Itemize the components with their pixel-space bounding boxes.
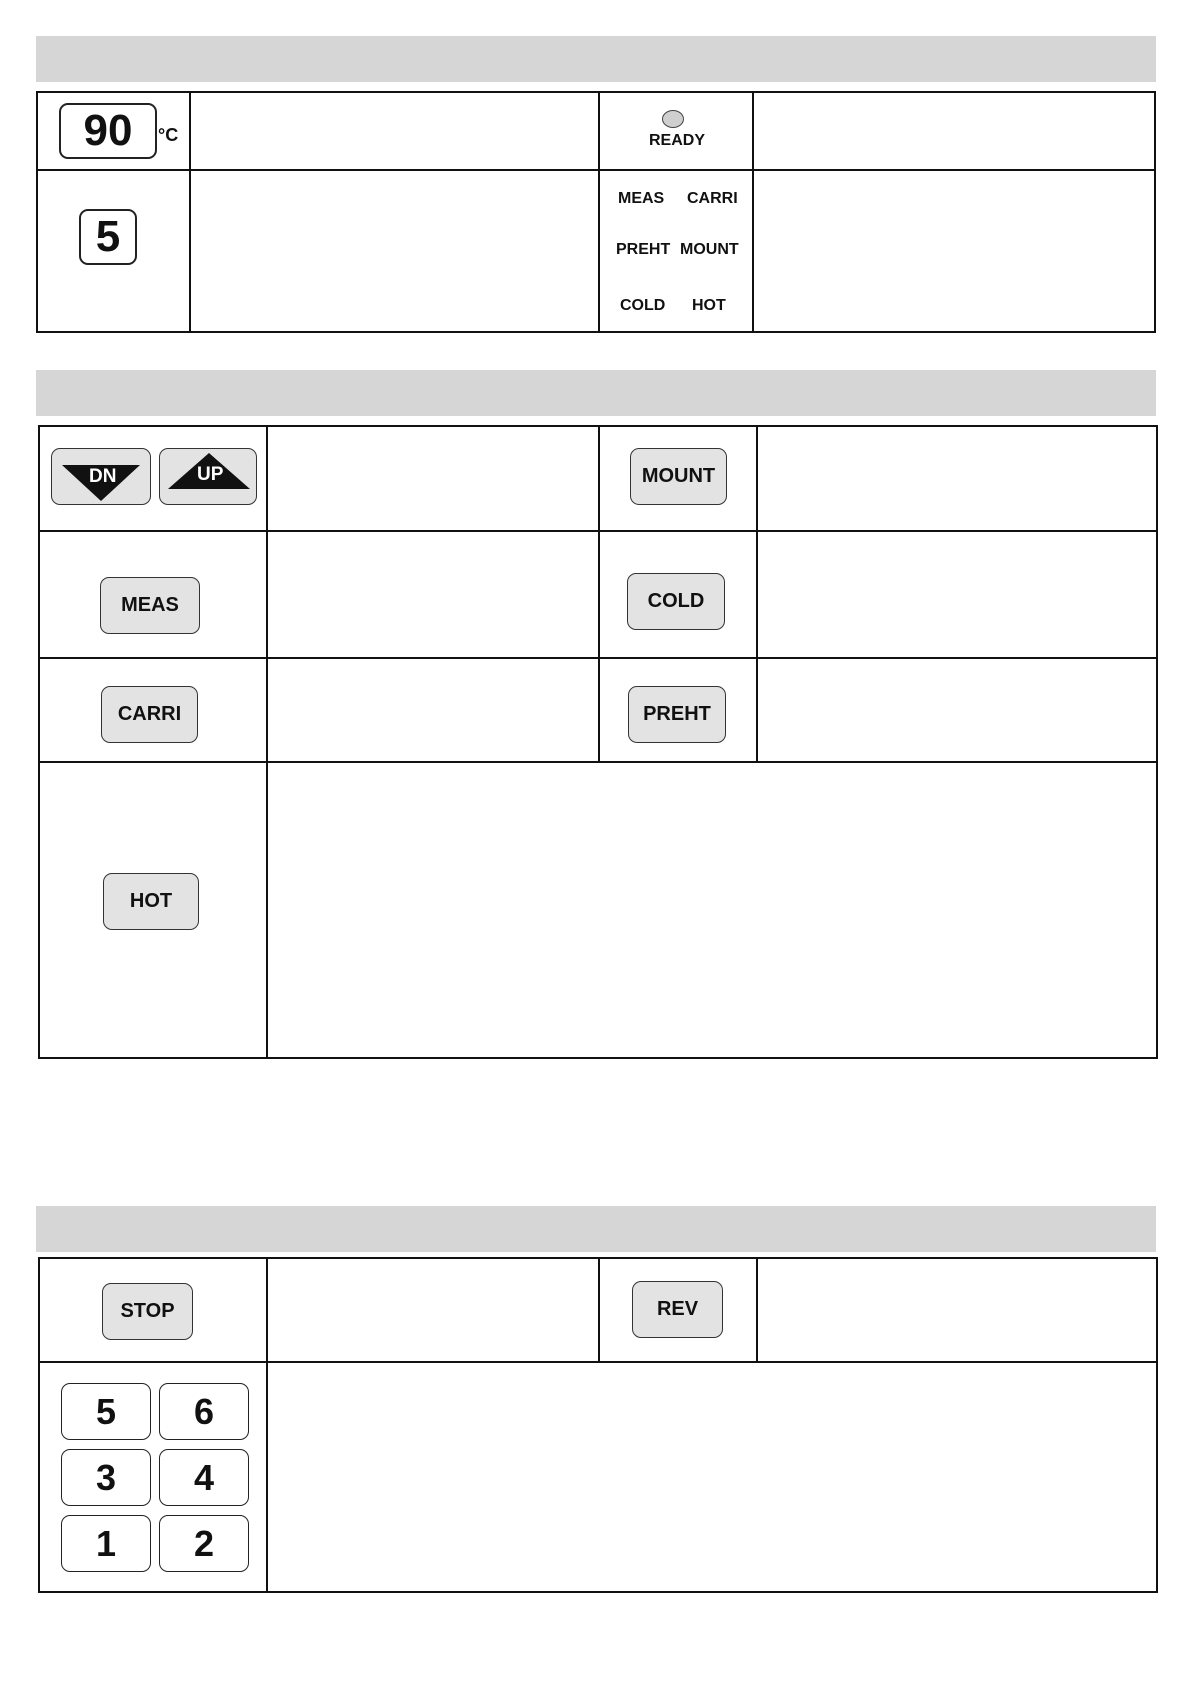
up-label: UP xyxy=(197,464,224,485)
table-divider xyxy=(40,761,1156,763)
indicator-meas: MEAS xyxy=(618,190,665,207)
up-button[interactable] xyxy=(159,448,257,505)
indicator-mount: MOUNT xyxy=(680,241,739,258)
table-divider xyxy=(598,1259,600,1363)
table-divider xyxy=(40,1361,1156,1363)
table-divider xyxy=(189,93,191,331)
down-button[interactable] xyxy=(51,448,151,505)
table-divider xyxy=(756,427,758,763)
table-divider xyxy=(40,657,1156,659)
indicator-preht: PREHT xyxy=(616,241,671,258)
indicator-carri: CARRI xyxy=(687,190,738,207)
carri-button[interactable]: CARRI xyxy=(101,686,198,743)
keys-table xyxy=(38,425,1158,1059)
temperature-value: 90 xyxy=(83,106,133,155)
indicator-cold: COLD xyxy=(620,297,666,314)
number-key-1[interactable]: 1 xyxy=(61,1515,151,1572)
temperature-unit: °C xyxy=(158,125,179,145)
ready-led-icon xyxy=(662,110,684,128)
mount-button[interactable]: MOUNT xyxy=(630,448,727,505)
section-header-keys xyxy=(36,370,1156,416)
section-header-operation xyxy=(36,1206,1156,1252)
table-divider xyxy=(752,93,754,331)
number-key-2[interactable]: 2 xyxy=(159,1515,249,1572)
table-divider xyxy=(266,1259,268,1591)
table-divider xyxy=(38,169,1154,171)
meas-button[interactable]: MEAS xyxy=(100,577,200,634)
rev-button[interactable]: REV xyxy=(632,1281,723,1338)
number-key-4[interactable]: 4 xyxy=(159,1449,249,1506)
table-divider xyxy=(598,427,600,763)
hot-button[interactable]: HOT xyxy=(103,873,199,930)
table-divider xyxy=(266,427,268,1057)
stop-button[interactable]: STOP xyxy=(102,1283,193,1340)
program-value: 5 xyxy=(95,212,121,261)
display-table xyxy=(36,91,1156,333)
down-label: DN xyxy=(89,466,117,487)
table-divider xyxy=(756,1259,758,1363)
indicator-hot: HOT xyxy=(692,297,726,314)
number-key-3[interactable]: 3 xyxy=(61,1449,151,1506)
number-key-6[interactable]: 6 xyxy=(159,1383,249,1440)
temperature-display xyxy=(59,103,157,159)
table-divider xyxy=(598,93,600,331)
ready-label: READY xyxy=(649,132,706,149)
cold-button[interactable]: COLD xyxy=(627,573,725,630)
number-key-5[interactable]: 5 xyxy=(61,1383,151,1440)
program-display xyxy=(79,209,137,265)
section-header-display xyxy=(36,36,1156,82)
table-divider xyxy=(40,530,1156,532)
preht-button[interactable]: PREHT xyxy=(628,686,726,743)
